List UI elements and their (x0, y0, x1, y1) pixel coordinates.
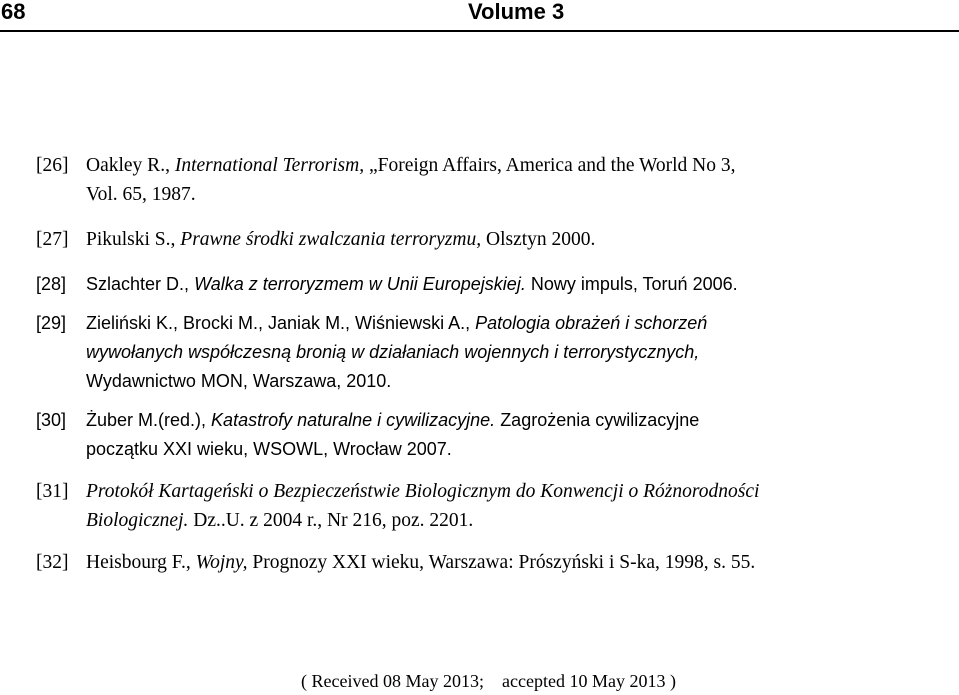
reference-26 (36, 151, 941, 209)
reference-title-cont: wywołanych współczesną bronią w działaniach wojennych i terrorystycznych, (86, 342, 700, 362)
reference-number: [31] (36, 481, 69, 502)
reference-author: Heisbourg F., (86, 552, 191, 573)
accepted-date: accepted 10 May 2013 ) (502, 671, 676, 691)
reference-details: „Foreign Affairs, America and the World No 3, (368, 155, 736, 176)
reference-number: [27] (36, 229, 69, 250)
reference-details: Dz..U. z 2004 r., Nr 216, poz. 2201. (193, 510, 474, 531)
reference-details-cont: Vol. 65, 1987. (86, 184, 196, 205)
running-header (0, 0, 959, 32)
reference-28 (36, 270, 941, 299)
reference-title: Katastrofy naturalne i cywilizacyjne. (211, 410, 496, 430)
reference-number: [28] (36, 274, 67, 294)
received-note (0, 671, 959, 692)
reference-list (36, 151, 941, 577)
reference-number: [26] (36, 155, 69, 176)
reference-title-cont: Biologicznej. (86, 510, 189, 531)
reference-author: Żuber M.(red.), (86, 410, 207, 430)
reference-details: Prognozy XXI wieku, Warszawa: Prószyński i S-ka, 1998, s. 55. (252, 552, 756, 573)
reference-27 (36, 225, 941, 254)
reference-details: Wydawnictwo MON, Warszawa, 2010. (86, 371, 392, 391)
reference-details: Olsztyn 2000. (485, 229, 596, 250)
reference-details-cont: początku XXI wieku, WSOWL, Wrocław 2007. (86, 439, 452, 459)
reference-title: Walka z terroryzmem w Unii Europejskiej. (194, 274, 526, 294)
reference-title: Prawne środki zwalczania terroryzmu, (180, 229, 482, 250)
reference-number: [29] (36, 313, 67, 333)
reference-details: Zagrożenia cywilizacyjne (500, 410, 700, 430)
reference-number: [30] (36, 410, 67, 430)
received-date: ( Received 08 May 2013; (301, 671, 484, 691)
reference-number: [32] (36, 552, 69, 573)
volume-label: Volume 3 (468, 0, 565, 24)
reference-author: Szlachter D., (86, 274, 190, 294)
reference-29 (36, 309, 941, 396)
reference-author: Zieliński K., Brocki M., Janiak M., Wiśniewski A., (86, 313, 471, 333)
reference-32 (36, 548, 941, 577)
reference-author: Oakley R., (86, 155, 170, 176)
page-number: 68 (1, 0, 26, 24)
reference-31 (36, 477, 941, 535)
reference-title: Wojny, (195, 552, 248, 573)
reference-30 (36, 406, 941, 464)
reference-details: Nowy impuls, Toruń 2006. (530, 274, 738, 294)
reference-title: Patologia obrażeń i schorzeń (475, 313, 708, 333)
reference-title: International Terrorism, (174, 155, 365, 176)
reference-title: Protokół Kartageński o Bezpieczeństwie Biologicznym do Konwencji o Różnorodności (86, 481, 760, 502)
reference-author: Pikulski S., (86, 229, 176, 250)
